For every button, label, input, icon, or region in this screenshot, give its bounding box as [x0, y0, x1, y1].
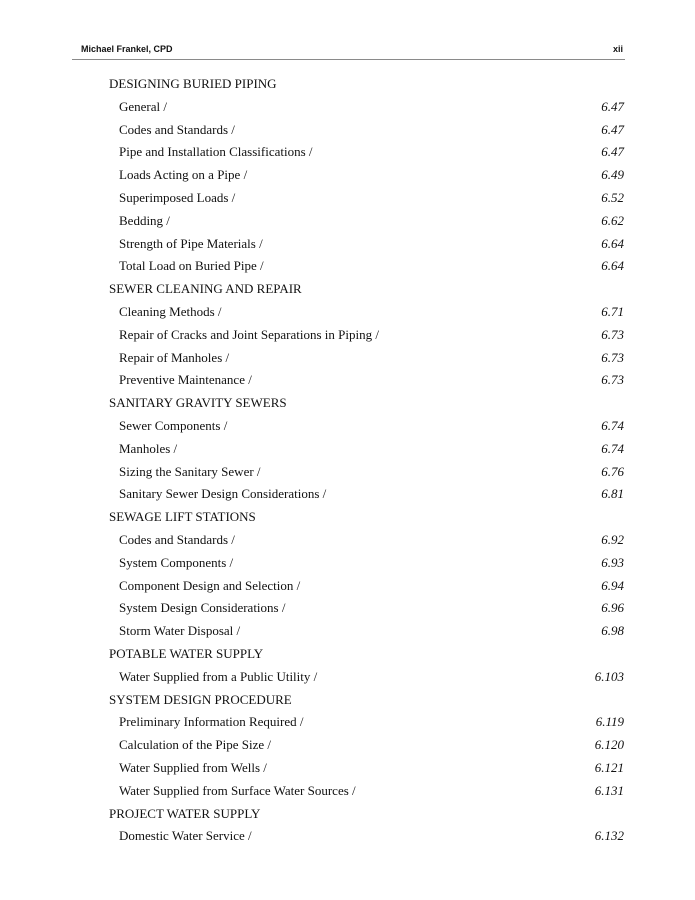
toc-entry: [109, 666, 624, 689]
entry-page-number: 6.81: [601, 486, 624, 502]
toc-entry: [109, 575, 624, 598]
entry-title: Sewer Components /: [119, 417, 228, 433]
entry-page-number: 6.47: [601, 98, 624, 114]
section-title: SEWER CLEANING AND REPAIR: [109, 281, 302, 297]
toc-section-heading: [109, 643, 624, 666]
entry-title: Bedding /: [119, 212, 170, 228]
entry-title: Codes and Standards /: [119, 121, 235, 137]
entry-title: System Components /: [119, 554, 234, 570]
toc-entry: [109, 119, 624, 142]
section-title: PROJECT WATER SUPPLY: [109, 805, 261, 821]
entry-page-number: 6.62: [601, 212, 624, 228]
entry-page-number: 6.73: [601, 326, 624, 342]
toc-section-heading: [109, 506, 624, 529]
entry-title: Sizing the Sanitary Sewer /: [119, 463, 261, 479]
entry-page-number: 6.93: [601, 554, 624, 570]
toc-entry: [109, 415, 624, 438]
entry-page-number: 6.49: [601, 167, 624, 183]
entry-page-number: 6.96: [601, 600, 624, 616]
entry-title: Water Supplied from Wells /: [119, 759, 267, 775]
toc-section-heading: [109, 392, 624, 415]
entry-title: Total Load on Buried Pipe /: [119, 258, 264, 274]
entry-title: Pipe and Installation Classifications /: [119, 144, 313, 160]
toc-entry: [109, 757, 624, 780]
entry-page-number: 6.73: [601, 349, 624, 365]
table-of-contents: [109, 73, 624, 848]
entry-page-number: 6.120: [594, 737, 624, 753]
toc-section-heading: [109, 689, 624, 712]
section-title: SEWAGE LIFT STATIONS: [109, 509, 256, 525]
entry-page-number: 6.131: [594, 782, 624, 798]
entry-title: System Design Considerations /: [119, 600, 286, 616]
entry-page-number: 6.92: [601, 531, 624, 547]
toc-entry: [109, 438, 624, 461]
toc-entry: [109, 711, 624, 734]
toc-entry: [109, 324, 624, 347]
toc-entry: [109, 825, 624, 848]
entry-title: Manholes /: [119, 440, 178, 456]
section-title: SANITARY GRAVITY SEWERS: [109, 395, 287, 411]
toc-entry: [109, 780, 624, 803]
entry-page-number: 6.64: [601, 235, 624, 251]
toc-entry: [109, 529, 624, 552]
section-title: DESIGNING BURIED PIPING: [109, 76, 277, 91]
toc-entry: [109, 255, 624, 278]
header-rule: [72, 59, 625, 60]
section-title: SYSTEM DESIGN PROCEDURE: [109, 691, 292, 707]
entry-page-number: 6.94: [601, 577, 624, 593]
toc-entry: [109, 233, 624, 256]
entry-title: Strength of Pipe Materials /: [119, 235, 263, 251]
entry-page-number: 6.132: [594, 828, 624, 844]
entry-page-number: 6.73: [601, 372, 624, 388]
entry-title: Domestic Water Service /: [119, 828, 252, 844]
toc-entry: [109, 483, 624, 506]
entry-title: Repair of Manholes /: [119, 349, 230, 365]
toc-section-heading: [109, 803, 624, 826]
toc-entry: [109, 369, 624, 392]
entry-title: Superimposed Loads /: [119, 189, 236, 205]
toc-section-heading: [109, 73, 624, 96]
entry-title: Preventive Maintenance /: [119, 372, 252, 388]
entry-page-number: 6.121: [594, 759, 624, 775]
entry-title: Loads Acting on a Pipe /: [119, 167, 248, 183]
toc-entry: [109, 210, 624, 233]
entry-title: Water Supplied from Surface Water Sources /: [119, 782, 356, 798]
entry-page-number: 6.52: [601, 189, 624, 205]
entry-page-number: 6.76: [601, 463, 624, 479]
entry-page-number: 6.98: [601, 623, 624, 639]
entry-title: General /: [119, 98, 168, 114]
entry-page-number: 6.47: [601, 121, 624, 137]
section-title: POTABLE WATER SUPPLY: [109, 645, 264, 661]
entry-title: Repair of Cracks and Joint Separations in Piping /: [119, 326, 379, 342]
entry-title: Cleaning Methods /: [119, 303, 222, 319]
entry-page-number: 6.64: [601, 258, 624, 274]
entry-title: Component Design and Selection /: [119, 577, 301, 593]
entry-page-number: 6.71: [601, 303, 624, 319]
toc-entry: [109, 552, 624, 575]
entry-page-number: 6.47: [601, 144, 624, 160]
entry-title: Water Supplied from a Public Utility /: [119, 668, 318, 684]
toc-entry: [109, 141, 624, 164]
page-number: xii: [612, 44, 623, 54]
toc-entry: [109, 347, 624, 370]
entry-page-number: 6.103: [594, 668, 624, 684]
entry-title: Sanitary Sewer Design Considerations /: [119, 486, 327, 502]
toc-entry: [109, 164, 624, 187]
author-name: Michael Frankel, CPD: [81, 44, 173, 54]
toc-entry: [109, 301, 624, 324]
toc-section-heading: [109, 278, 624, 301]
toc-entry: [109, 461, 624, 484]
toc-entry: [109, 620, 624, 643]
entry-page-number: 6.74: [601, 417, 624, 433]
running-header: [80, 42, 623, 58]
entry-title: Calculation of the Pipe Size /: [119, 737, 271, 753]
entry-page-number: 6.119: [595, 714, 624, 730]
toc-entry: [109, 597, 624, 620]
entry-title: Preliminary Information Required /: [119, 714, 304, 730]
toc-entry: [109, 187, 624, 210]
toc-entry: [109, 96, 624, 119]
entry-title: Codes and Standards /: [119, 531, 235, 547]
entry-title: Storm Water Disposal /: [119, 623, 241, 639]
toc-entry: [109, 734, 624, 757]
entry-page-number: 6.74: [601, 440, 624, 456]
